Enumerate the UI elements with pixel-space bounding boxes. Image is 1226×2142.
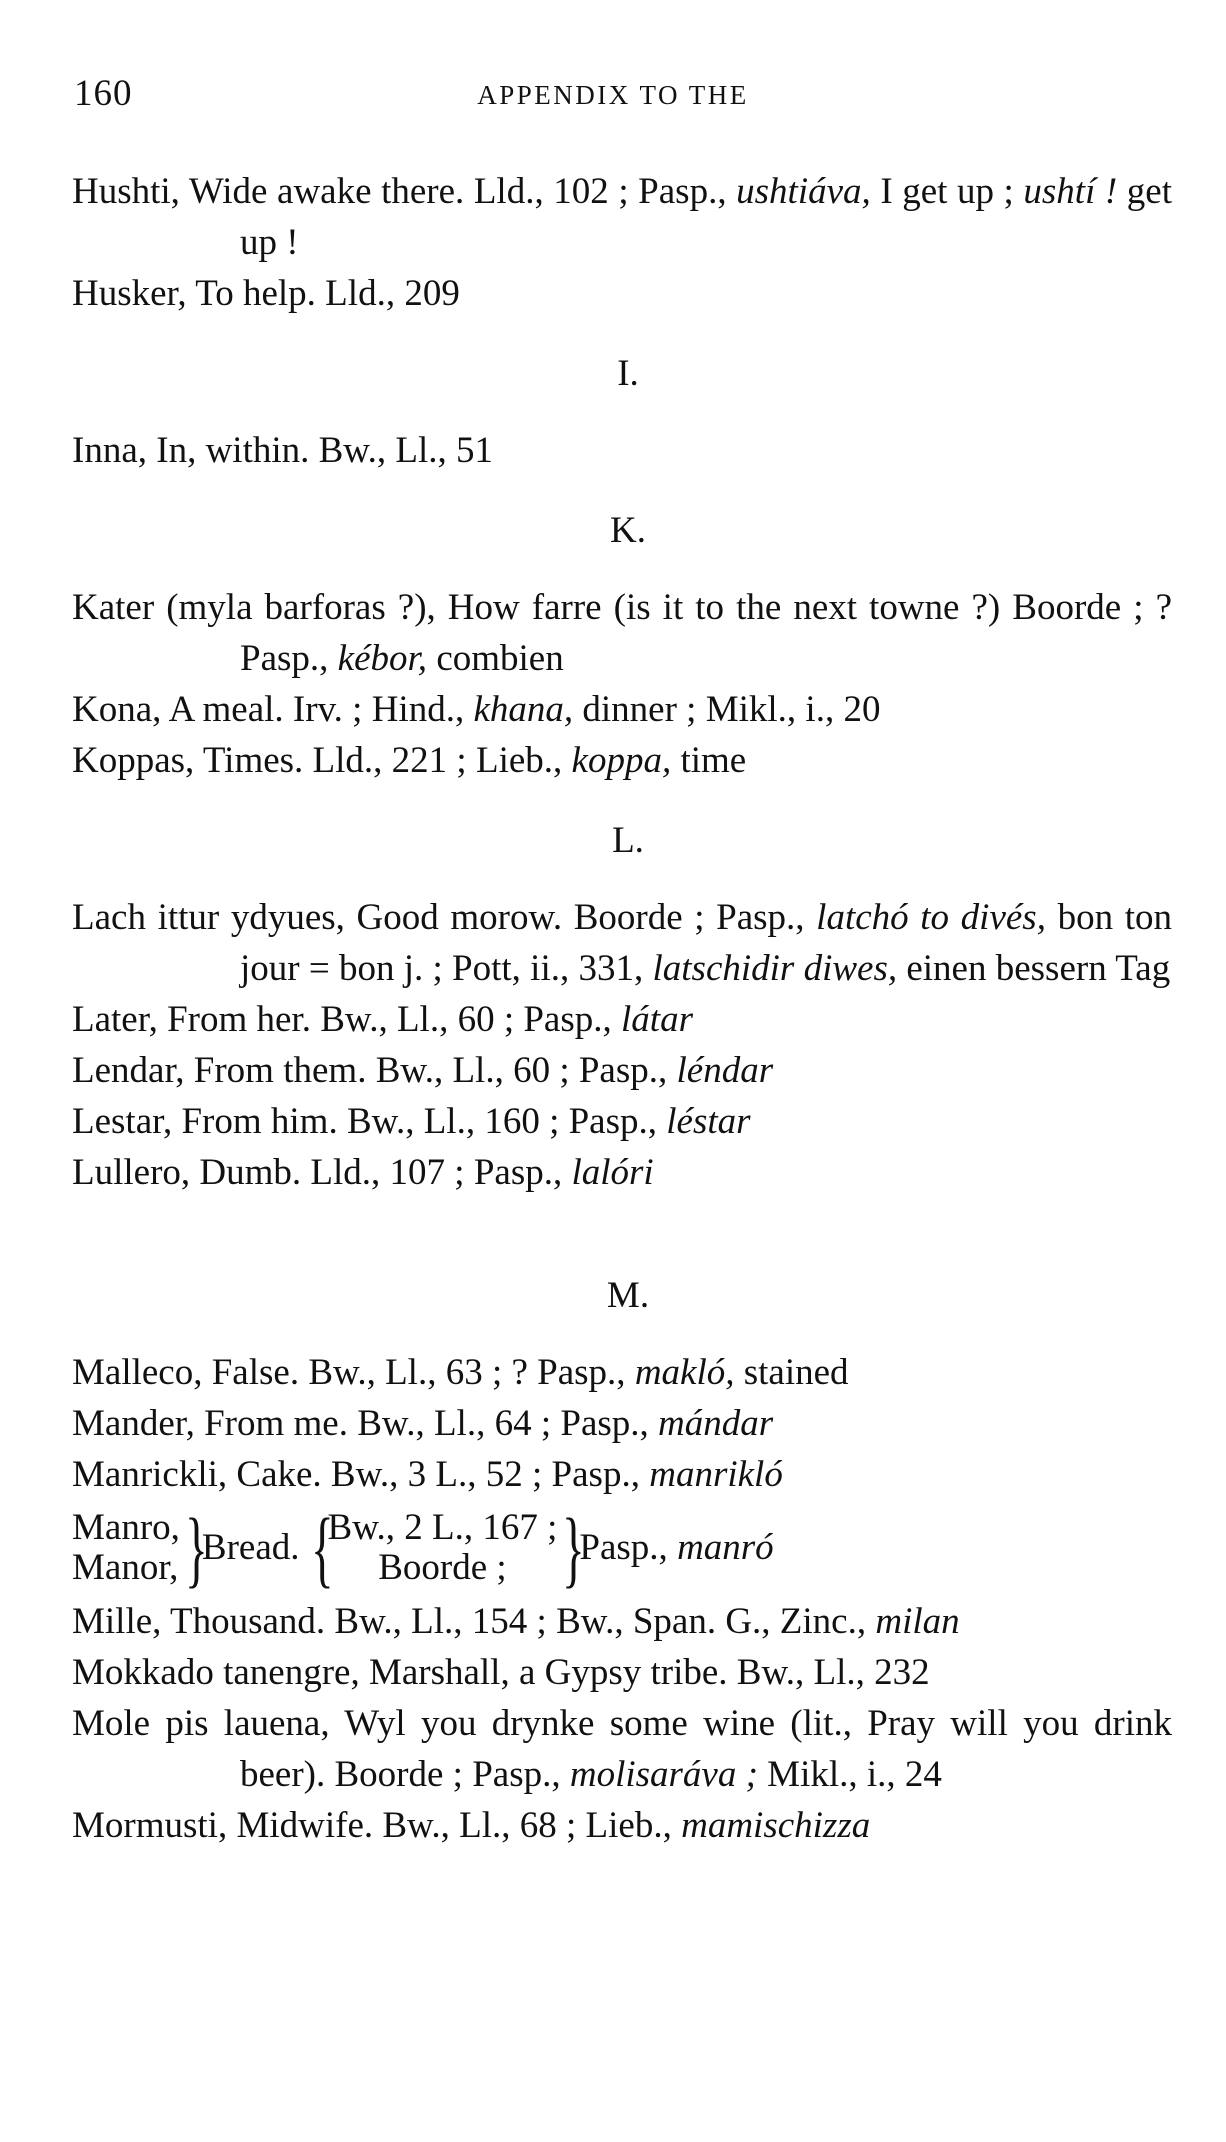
running-title: APPENDIX TO THE bbox=[477, 80, 749, 110]
section-letter-k: K. bbox=[610, 510, 646, 551]
entry-lach: Lach ittur ydyues, Good morow. Boorde ; Pasp., latchó to divés, bon ton jour = bon j. ; Pott, ii., 331, latschidir diwes, einen bessern Tag bbox=[72, 897, 1172, 989]
entry-kona: Kona, A meal. Irv. ; Hind., khana, dinner ; Mikl., i., 20 bbox=[72, 689, 881, 730]
manro-headwords: Manro, Manor, bbox=[72, 1507, 180, 1588]
entry-lendar: Lendar, From them. Bw., Ll., 60 ; Pasp., léndar bbox=[72, 1050, 774, 1091]
entry-kater: Kater (myla barforas ?), How farre (is it to the next towne ?) Boorde ; ? Pasp., kébor, combien bbox=[72, 587, 1172, 679]
entry-inna: Inna, In, within. Bw., Ll., 51 bbox=[72, 430, 494, 471]
right-brace-icon: } bbox=[184, 1500, 208, 1596]
entry-mole: Mole pis lauena, Wyl you drynke some wine (lit., Pray will you drink beer). Boorde ; Pasp., molisaráva ; Mikl., i., 24 bbox=[72, 1703, 1172, 1795]
entry-mormusti: Mormusti, Midwife. Bw., Ll., 68 ; Lieb., mamischizza bbox=[72, 1805, 871, 1846]
entry-lullero: Lullero, Dumb. Lld., 107 ; Pasp., lalóri bbox=[72, 1152, 654, 1193]
section-letter-i: I. bbox=[617, 353, 639, 394]
entry-manrickli: Manrickli, Cake. Bw., 3 L., 52 ; Pasp., manrikló bbox=[72, 1454, 783, 1495]
section-letter-m: M. bbox=[606, 1275, 650, 1316]
entry-lestar: Lestar, From him. Bw., Ll., 160 ; Pasp., léstar bbox=[72, 1101, 751, 1142]
manro-gloss: Bread. bbox=[201, 1527, 300, 1568]
entry-mokkado: Mokkado tanengre, Marshall, a Gypsy tribe. Bw., Ll., 232 bbox=[72, 1652, 930, 1693]
entry-koppas: Koppas, Times. Lld., 221 ; Lieb., koppa, time bbox=[72, 740, 747, 781]
entry-hushti: Hushti, Wide awake there. Lld., 102 ; Pasp., ushtiáva, I get up ; ushtí ! get up ! bbox=[72, 171, 1172, 263]
entry-mille: Mille, Thousand. Bw., Ll., 154 ; Bw., Span. G., Zinc., milan bbox=[72, 1601, 960, 1642]
manro-references: Bw., 2 L., 167 ; Boorde ; bbox=[327, 1507, 558, 1588]
page-number: 160 bbox=[74, 73, 133, 114]
entry-later: Later, From her. Bw., Ll., 60 ; Pasp., látar bbox=[72, 999, 693, 1040]
glossary-content bbox=[72, 166, 1172, 1851]
entry-malleco: Malleco, False. Bw., Ll., 63 ; ? Pasp., makló, stained bbox=[72, 1352, 849, 1393]
page-header bbox=[0, 72, 1226, 122]
entry-manro bbox=[72, 1500, 1172, 1596]
manro-pasp: Pasp., manró bbox=[579, 1527, 774, 1568]
left-brace-icon: { bbox=[310, 1500, 334, 1596]
entry-mander: Mander, From me. Bw., Ll., 64 ; Pasp., mándar bbox=[72, 1403, 774, 1444]
entry-husker: Husker, To help. Lld., 209 bbox=[72, 273, 460, 314]
right-brace-icon: } bbox=[562, 1500, 586, 1596]
section-letter-l: L. bbox=[612, 820, 644, 861]
